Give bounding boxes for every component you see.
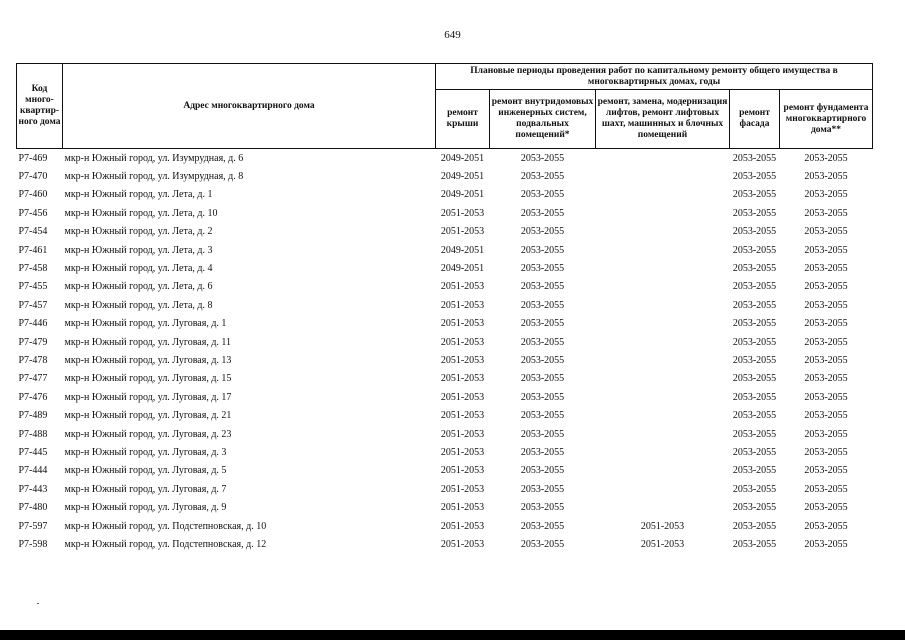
cell-address: мкр-н Южный город, ул. Луговая, д. 15 [64, 373, 232, 385]
header-address: Адрес многоквартирного дома [63, 64, 436, 149]
cell-facade: 2053-2055 [732, 171, 777, 183]
cell-foundation: 2053-2055 [804, 263, 848, 275]
cell-roof: 2049-2051 [440, 244, 485, 256]
cell-engineering: 2053-2055 [520, 465, 565, 477]
table-row [17, 241, 873, 259]
cell-roof: 2051-2053 [440, 520, 485, 532]
cell-foundation: 2053-2055 [804, 244, 848, 256]
table-row [17, 351, 873, 369]
cell-elevators [596, 149, 730, 168]
cell-engineering: 2053-2055 [520, 391, 565, 403]
cell-code: P7-460 [18, 189, 48, 201]
cell-foundation: 2053-2055 [804, 152, 848, 164]
cell-code: P7-598 [18, 538, 48, 550]
cell-address: мкр-н Южный город, ул. Луговая, д. 13 [64, 354, 232, 366]
cell-foundation: 2053-2055 [804, 281, 848, 293]
cell-address: мкр-н Южный город, ул. Лета, д. 4 [64, 263, 213, 275]
table-row [17, 462, 873, 480]
cell-elevators [596, 167, 730, 185]
cell-foundation: 2053-2055 [804, 446, 848, 458]
cell-facade: 2053-2055 [732, 410, 777, 422]
cell-elevators: 2051-2053 [640, 538, 685, 550]
cell-code: P7-444 [18, 465, 48, 477]
cell-engineering: 2053-2055 [520, 538, 565, 550]
cell-address: мкр-н Южный город, ул. Лета, д. 1 [64, 189, 213, 201]
cell-roof: 2051-2053 [440, 373, 485, 385]
cell-elevators [596, 462, 730, 480]
cell-elevators [596, 259, 730, 277]
cell-code: P7-457 [18, 299, 48, 311]
cell-address: мкр-н Южный город, ул. Лета, д. 6 [64, 281, 213, 293]
cell-facade: 2053-2055 [732, 207, 777, 219]
cell-facade: 2053-2055 [732, 189, 777, 201]
cell-engineering: 2053-2055 [520, 207, 565, 219]
cell-code: P7-455 [18, 281, 48, 293]
cell-foundation: 2053-2055 [804, 207, 848, 219]
cell-code: P7-469 [18, 152, 48, 164]
cell-roof: 2051-2053 [440, 226, 485, 238]
cell-code: P7-454 [18, 226, 48, 238]
table-row [17, 370, 873, 388]
bottom-scan-bar [0, 630, 905, 640]
cell-roof: 2049-2051 [440, 263, 485, 275]
table-row [17, 443, 873, 461]
cell-facade: 2053-2055 [732, 354, 777, 366]
table-row [17, 425, 873, 443]
cell-roof: 2051-2053 [440, 299, 485, 311]
cell-address: мкр-н Южный город, ул. Луговая, д. 23 [64, 428, 232, 440]
cell-foundation: 2053-2055 [804, 373, 848, 385]
cell-elevators [596, 186, 730, 204]
cell-facade: 2053-2055 [732, 263, 777, 275]
cell-address: мкр-н Южный город, ул. Лета, д. 2 [64, 226, 213, 238]
cell-elevators [596, 223, 730, 241]
header-engineering: ремонт внутридомовых инженерных систем, подвальных помещений* [490, 90, 596, 149]
table-row [17, 204, 873, 222]
cell-engineering: 2053-2055 [520, 373, 565, 385]
cell-facade: 2053-2055 [732, 391, 777, 403]
cell-foundation: 2053-2055 [804, 318, 848, 330]
cell-roof: 2049-2051 [440, 171, 485, 183]
cell-elevators [596, 315, 730, 333]
cell-address: мкр-н Южный город, ул. Изумрудная, д. 6 [64, 152, 244, 164]
cell-foundation: 2053-2055 [804, 391, 848, 403]
cell-code: P7-488 [18, 428, 48, 440]
cell-code: P7-443 [18, 483, 48, 495]
cell-foundation: 2053-2055 [804, 336, 848, 348]
cell-foundation: 2053-2055 [804, 502, 848, 514]
cell-engineering: 2053-2055 [520, 520, 565, 532]
cell-code: P7-470 [18, 171, 48, 183]
cell-engineering: 2053-2055 [520, 244, 565, 256]
cell-elevators [596, 388, 730, 406]
cell-foundation: 2053-2055 [804, 410, 848, 422]
cell-engineering: 2053-2055 [520, 171, 565, 183]
cell-code: P7-478 [18, 354, 48, 366]
cell-roof: 2051-2053 [440, 281, 485, 293]
header-roof: ремонт крыши [436, 90, 490, 149]
cell-address: мкр-н Южный город, ул. Подстепновская, д. 12 [64, 538, 267, 550]
cell-roof: 2051-2053 [440, 465, 485, 477]
cell-code: P7-480 [18, 502, 48, 514]
cell-roof: 2051-2053 [440, 428, 485, 440]
cell-engineering: 2053-2055 [520, 263, 565, 275]
cell-foundation: 2053-2055 [804, 465, 848, 477]
cell-foundation: 2053-2055 [804, 520, 848, 532]
cell-address: мкр-н Южный город, ул. Луговая, д. 3 [64, 446, 227, 458]
cell-address: мкр-н Южный город, ул. Луговая, д. 7 [64, 483, 227, 495]
cell-elevators [596, 204, 730, 222]
cell-engineering: 2053-2055 [520, 354, 565, 366]
cell-foundation: 2053-2055 [804, 226, 848, 238]
cell-engineering: 2053-2055 [520, 502, 565, 514]
cell-roof: 2051-2053 [440, 207, 485, 219]
cell-address: мкр-н Южный город, ул. Лета, д. 3 [64, 244, 213, 256]
cell-facade: 2053-2055 [732, 483, 777, 495]
cell-engineering: 2053-2055 [520, 299, 565, 311]
header-facade: ремонт фасада [730, 90, 780, 149]
cell-code: P7-489 [18, 410, 48, 422]
cell-engineering: 2053-2055 [520, 336, 565, 348]
table-row [17, 517, 873, 535]
cell-foundation: 2053-2055 [804, 299, 848, 311]
cell-address: мкр-н Южный город, ул. Луговая, д. 5 [64, 465, 227, 477]
cell-address: мкр-н Южный город, ул. Изумрудная, д. 8 [64, 171, 244, 183]
cell-facade: 2053-2055 [732, 465, 777, 477]
cell-address: мкр-н Южный город, ул. Луговая, д. 21 [64, 410, 232, 422]
cell-engineering: 2053-2055 [520, 152, 565, 164]
cell-address: мкр-н Южный город, ул. Луговая, д. 11 [64, 336, 232, 348]
table-header [17, 64, 873, 149]
scan-speck [37, 603, 39, 604]
cell-facade: 2053-2055 [732, 152, 777, 164]
cell-facade: 2053-2055 [732, 446, 777, 458]
cell-address: мкр-н Южный город, ул. Луговая, д. 17 [64, 391, 232, 403]
header-code: Код много- квартир- ного дома [17, 64, 63, 149]
cell-code: P7-458 [18, 263, 48, 275]
table-row [17, 388, 873, 406]
cell-roof: 2051-2053 [440, 538, 485, 550]
table-row [17, 167, 873, 185]
cell-facade: 2053-2055 [732, 336, 777, 348]
cell-facade: 2053-2055 [732, 244, 777, 256]
cell-code: P7-461 [18, 244, 48, 256]
cell-facade: 2053-2055 [732, 428, 777, 440]
cell-engineering: 2053-2055 [520, 226, 565, 238]
cell-roof: 2049-2051 [440, 152, 485, 164]
cell-foundation: 2053-2055 [804, 354, 848, 366]
table-row [17, 315, 873, 333]
cell-address: мкр-н Южный город, ул. Луговая, д. 9 [64, 502, 227, 514]
cell-code: P7-476 [18, 391, 48, 403]
cell-elevators [596, 425, 730, 443]
cell-address: мкр-н Южный город, ул. Лета, д. 10 [64, 207, 218, 219]
cell-address: мкр-н Южный город, ул. Лета, д. 8 [64, 299, 213, 311]
header-periods-group: Плановые периоды проведения работ по капитальному ремонту общего имущества в многоквартирных домах, годы [436, 64, 873, 90]
cell-roof: 2051-2053 [440, 483, 485, 495]
cell-code: P7-445 [18, 446, 48, 458]
cell-roof: 2051-2053 [440, 502, 485, 514]
cell-facade: 2053-2055 [732, 299, 777, 311]
cell-address: мкр-н Южный город, ул. Подстепновская, д. 10 [64, 520, 267, 532]
cell-elevators [596, 443, 730, 461]
repair-schedule-table [16, 63, 873, 554]
cell-elevators: 2051-2053 [640, 520, 685, 532]
cell-foundation: 2053-2055 [804, 189, 848, 201]
cell-engineering: 2053-2055 [520, 318, 565, 330]
cell-roof: 2051-2053 [440, 391, 485, 403]
table-row [17, 333, 873, 351]
cell-code: P7-446 [18, 318, 48, 330]
cell-facade: 2053-2055 [732, 318, 777, 330]
table-row [17, 259, 873, 277]
cell-facade: 2053-2055 [732, 373, 777, 385]
page-number: 649 [444, 29, 461, 41]
cell-address: мкр-н Южный город, ул. Луговая, д. 1 [64, 318, 227, 330]
cell-roof: 2051-2053 [440, 446, 485, 458]
cell-facade: 2053-2055 [732, 520, 777, 532]
cell-engineering: 2053-2055 [520, 281, 565, 293]
cell-engineering: 2053-2055 [520, 428, 565, 440]
table-row [17, 480, 873, 498]
cell-roof: 2051-2053 [440, 354, 485, 366]
table-row [17, 186, 873, 204]
cell-elevators [596, 351, 730, 369]
table-row [17, 223, 873, 241]
cell-elevators [596, 498, 730, 516]
cell-roof: 2049-2051 [440, 189, 485, 201]
cell-foundation: 2053-2055 [804, 538, 848, 550]
table-row [17, 149, 873, 168]
table-row [17, 278, 873, 296]
cell-elevators [596, 480, 730, 498]
cell-elevators [596, 278, 730, 296]
cell-facade: 2053-2055 [732, 226, 777, 238]
cell-elevators [596, 370, 730, 388]
cell-engineering: 2053-2055 [520, 483, 565, 495]
cell-facade: 2053-2055 [732, 502, 777, 514]
cell-engineering: 2053-2055 [520, 446, 565, 458]
cell-facade: 2053-2055 [732, 538, 777, 550]
table-body [17, 149, 873, 554]
cell-engineering: 2053-2055 [520, 189, 565, 201]
cell-roof: 2051-2053 [440, 336, 485, 348]
cell-foundation: 2053-2055 [804, 171, 848, 183]
cell-elevators [596, 241, 730, 259]
table-row [17, 535, 873, 553]
cell-elevators [596, 333, 730, 351]
cell-elevators [596, 296, 730, 314]
cell-roof: 2051-2053 [440, 318, 485, 330]
table-row [17, 406, 873, 424]
cell-foundation: 2053-2055 [804, 483, 848, 495]
cell-code: P7-479 [18, 336, 48, 348]
cell-roof: 2051-2053 [440, 410, 485, 422]
cell-facade: 2053-2055 [732, 281, 777, 293]
header-foundation: ремонт фундамента многоквартирного дома** [780, 90, 873, 149]
cell-code: P7-456 [18, 207, 48, 219]
cell-code: P7-477 [18, 373, 48, 385]
header-elevators: ремонт, замена, модернизация лифтов, ремонт лифтовых шахт, машинных и блочных помещений [596, 90, 730, 149]
cell-code: P7-597 [18, 520, 48, 532]
cell-engineering: 2053-2055 [520, 410, 565, 422]
table-row [17, 498, 873, 516]
cell-foundation: 2053-2055 [804, 428, 848, 440]
table-row [17, 296, 873, 314]
cell-elevators [596, 406, 730, 424]
